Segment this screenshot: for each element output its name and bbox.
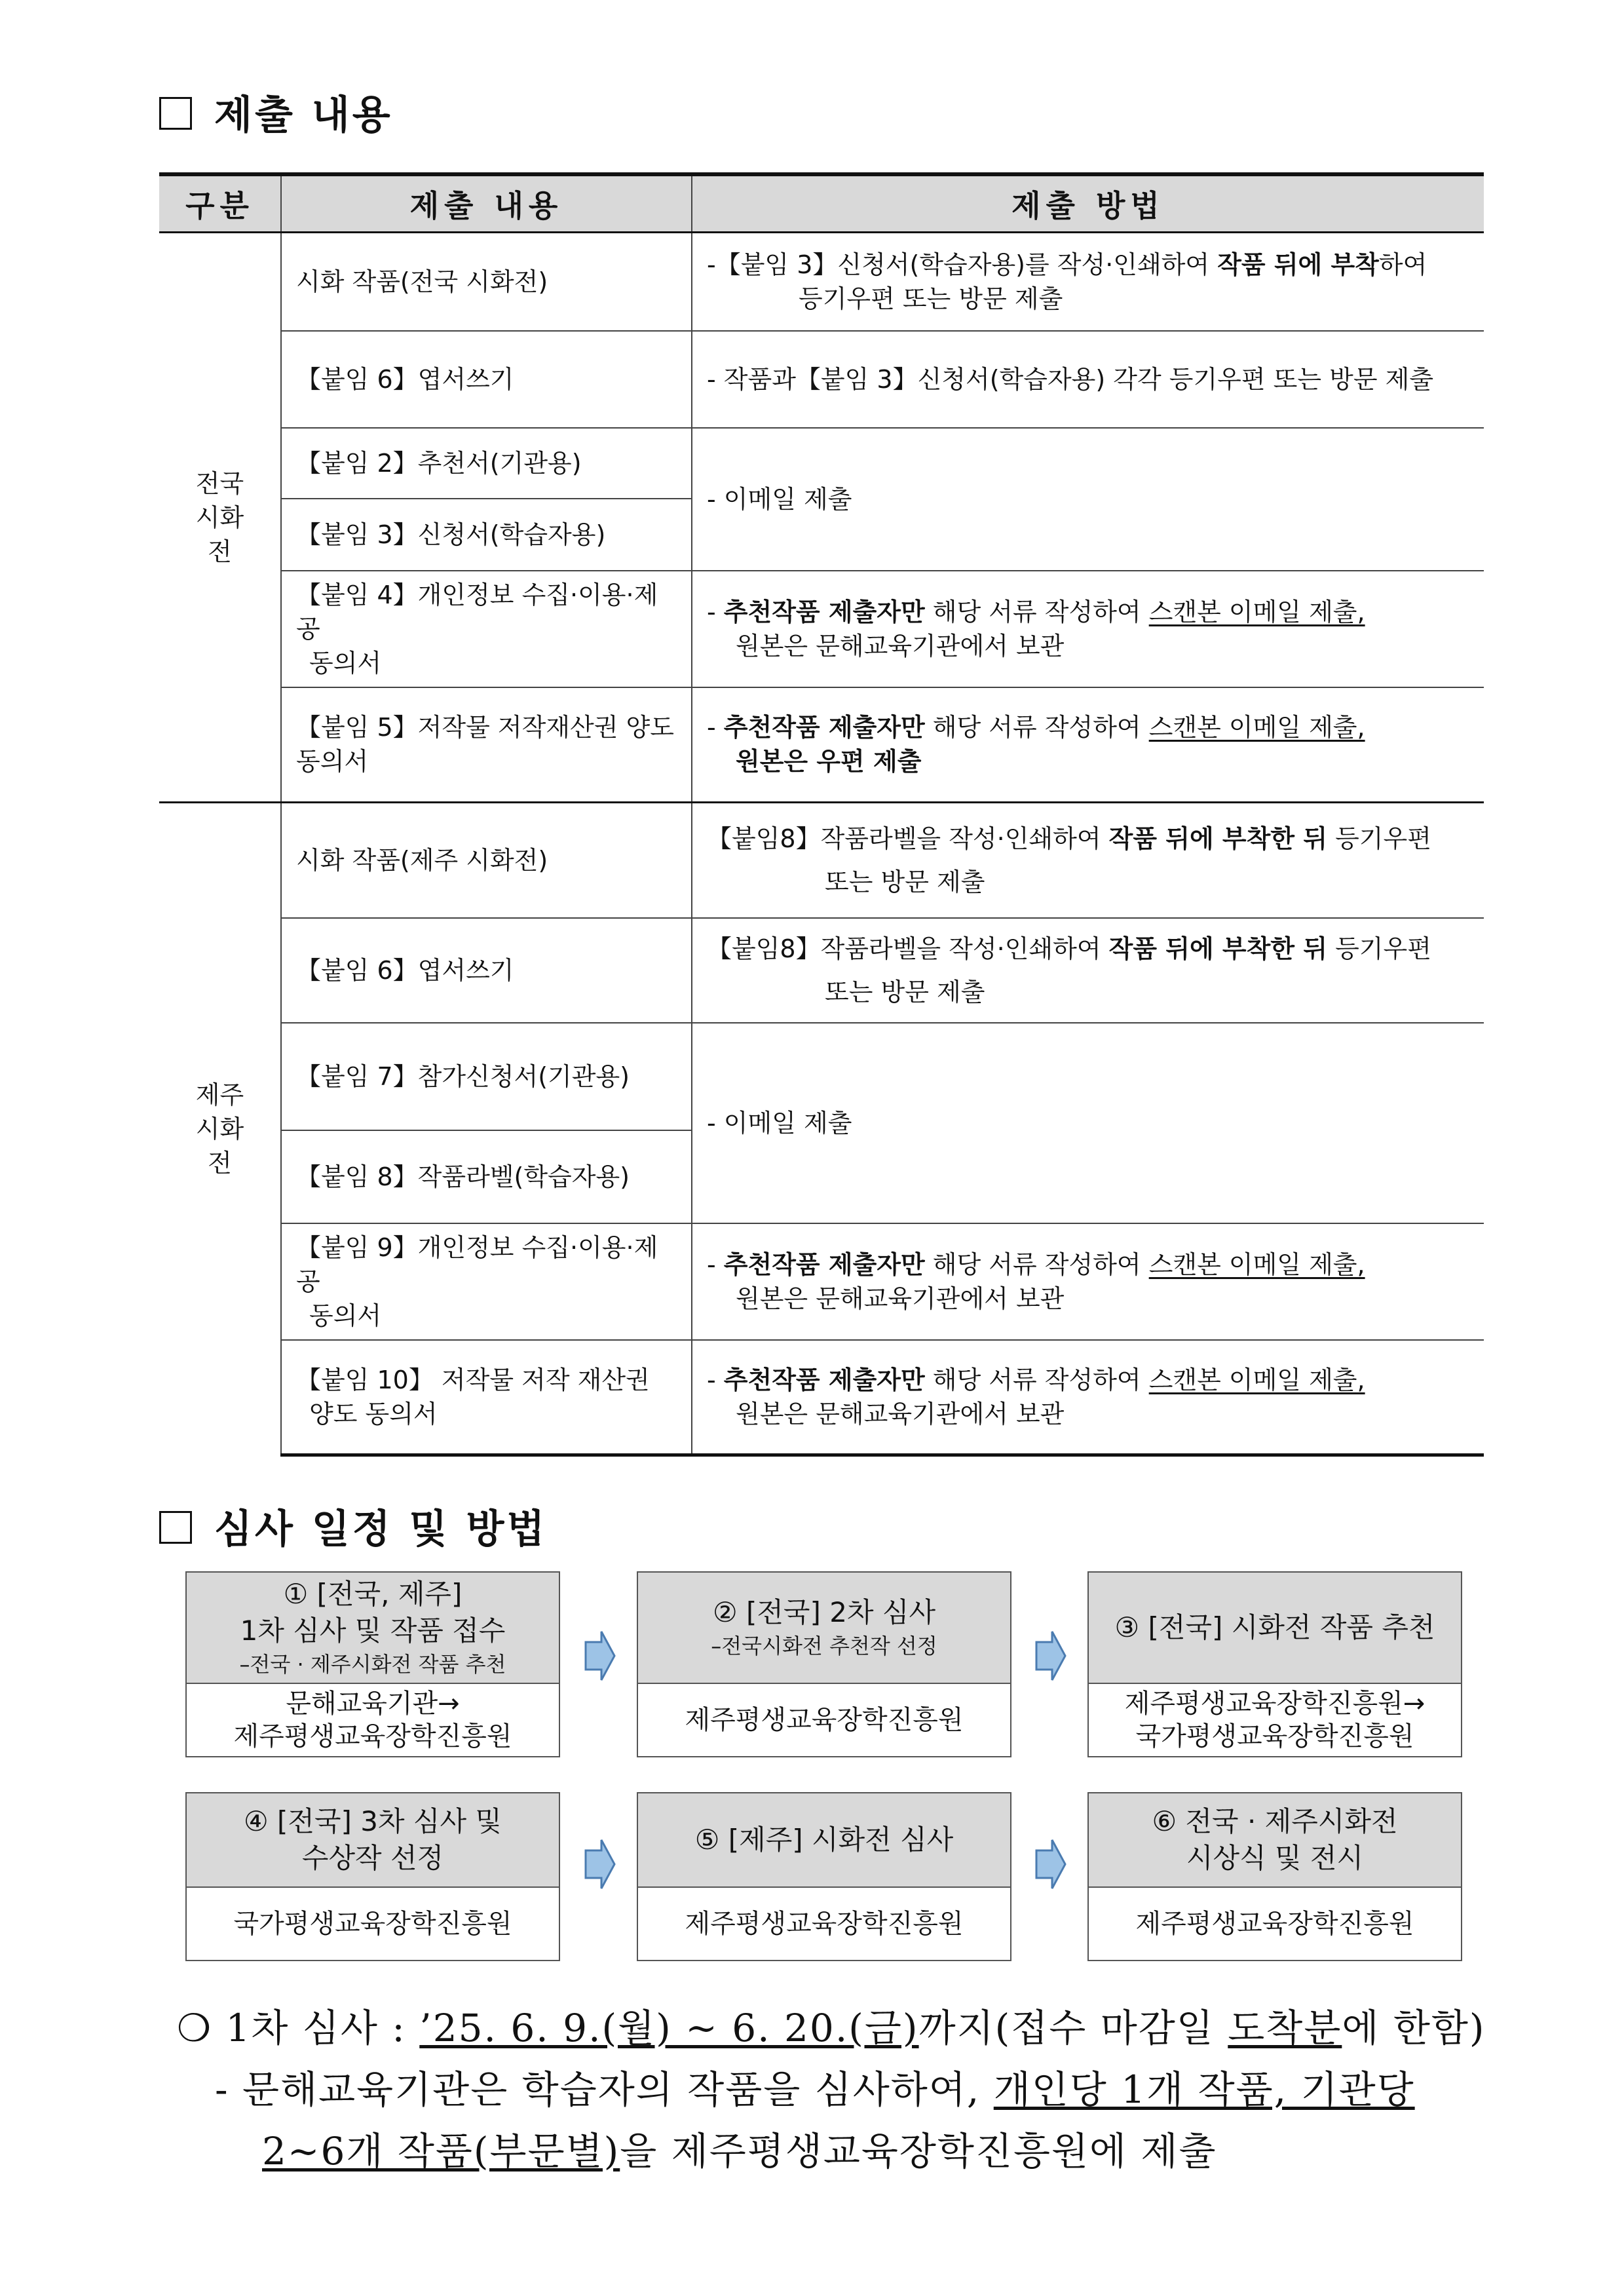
arrow-right-icon [584,1839,616,1890]
table-header-row [159,174,1484,233]
method-cell: 【붙임8】작품라벨을 작성·인쇄하여 작품 뒤에 부착한 뒤 등기우편 또는 방문 제출 [692,918,1484,1023]
table-row [159,233,1484,331]
arrow-right-icon [1035,1839,1067,1890]
method-cell: -【붙임 3】신청서(학습자용)를 작성·인쇄하여 작품 뒤에 부착하여 등기우편 또는 방문 제출 [692,233,1484,331]
item-cell: 【붙임 6】엽서쓰기 [281,918,692,1023]
arrow-right-icon [1035,1630,1067,1681]
table-row [159,428,1484,499]
item-cell: 시화 작품(제주 시화전) [281,803,692,918]
method-cell: - 이메일 제출 [692,428,1484,571]
method-cell: 【붙임8】작품라벨을 작성·인쇄하여 작품 뒤에 부착한 뒤 등기우편 또는 방문 제출 [692,803,1484,918]
method-cell: - 추천작품 제출자만 해당 서류 작성하여 스캔본 이메일 제출, 원본은 우편 제출 [692,687,1484,803]
item-cell: 【붙임 9】개인정보 수집·이용·제공 동의서 [281,1223,692,1340]
submission-table [159,172,1484,1457]
schedule-line-3: 2~6개 작품(부문별)을 제주평생교육장학진흥원에 제출 [262,2129,1217,2173]
item-cell: 【붙임 10】 저작물 저작 재산권 양도 동의서 [281,1340,692,1455]
header-category: 구분 [159,174,281,233]
checkbox-square-icon [159,1511,192,1544]
category-national: 전국 시화전 [159,233,281,803]
method-cell: - 추천작품 제출자만 해당 서류 작성하여 스캔본 이메일 제출, 원본은 문해교육기관에서 보관 [692,1223,1484,1340]
section-heading-submission: 제출 내용 [159,84,393,140]
item-cell: 【붙임 8】작품라벨(학습자용) [281,1130,692,1223]
method-cell: - 추천작품 제출자만 해당 서류 작성하여 스캔본 이메일 제출, 원본은 문해교육기관에서 보관 [692,571,1484,687]
table-row [159,1023,1484,1130]
method-cell: - 작품과【붙임 3】신청서(학습자용) 각각 등기우편 또는 방문 제출 [692,331,1484,428]
table-row [159,571,1484,687]
table-row [159,1340,1484,1455]
step-box-5: ⑤ [제주] 시화전 심사 제주평생교육장학진흥원 [637,1792,1011,1961]
section-heading-review: 심사 일정 및 방법 [159,1498,547,1554]
category-jeju: 제주 시화전 [159,803,281,1455]
item-cell: 시화 작품(전국 시화전) [281,233,692,331]
item-cell: 【붙임 6】엽서쓰기 [281,331,692,428]
step-box-1: ① [전국, 제주] 1차 심사 및 작품 접수 –전국 · 제주시화전 작품 추천 문해교육기관→ 제주평생교육장학진흥원 [185,1571,560,1757]
checkbox-square-icon [159,97,192,130]
item-cell: 【붙임 4】개인정보 수집·이용·제공 동의서 [281,571,692,687]
table-row [159,1223,1484,1340]
step-box-4: ④ [전국] 3차 심사 및 수상작 선정 국가평생교육장학진흥원 [185,1792,560,1961]
step-box-6: ⑥ 전국 · 제주시화전 시상식 및 전시 제주평생교육장학진흥원 [1087,1792,1462,1961]
step-box-2: ② [전국] 2차 심사 –전국시화전 추천작 선정 제주평생교육장학진흥원 [637,1571,1011,1757]
item-cell: 【붙임 2】추천서(기관용) [281,428,692,499]
item-cell: 【붙임 5】저작물 저작재산권 양도 동의서 [281,687,692,803]
method-cell: - 이메일 제출 [692,1023,1484,1223]
item-cell: 【붙임 7】참가신청서(기관용) [281,1023,692,1130]
header-content: 제출 내용 [281,174,692,233]
table-row [159,687,1484,803]
schedule-line-1: ❍ 1차 심사 : ’25. 6. 9.(월) ~ 6. 20.(금)까지(접수 마감일 도착분에 한함) [177,2006,1486,2050]
item-cell: 【붙임 3】신청서(학습자용) [281,499,692,571]
table-row [159,331,1484,428]
method-cell: - 추천작품 제출자만 해당 서류 작성하여 스캔본 이메일 제출, 원본은 문해교육기관에서 보관 [692,1340,1484,1455]
step-box-3: ③ [전국] 시화전 작품 추천 제주평생교육장학진흥원→ 국가평생교육장학진흥원 [1087,1571,1462,1757]
header-method: 제출 방법 [692,174,1484,233]
circle-bullet-icon: ❍ [177,2006,212,2050]
table-row [159,918,1484,1023]
arrow-right-icon [584,1630,616,1681]
schedule-line-2: - 문해교육기관은 학습자의 작품을 심사하여, 개인당 1개 작품, 기관당 [215,2067,1415,2112]
table-row [159,803,1484,918]
